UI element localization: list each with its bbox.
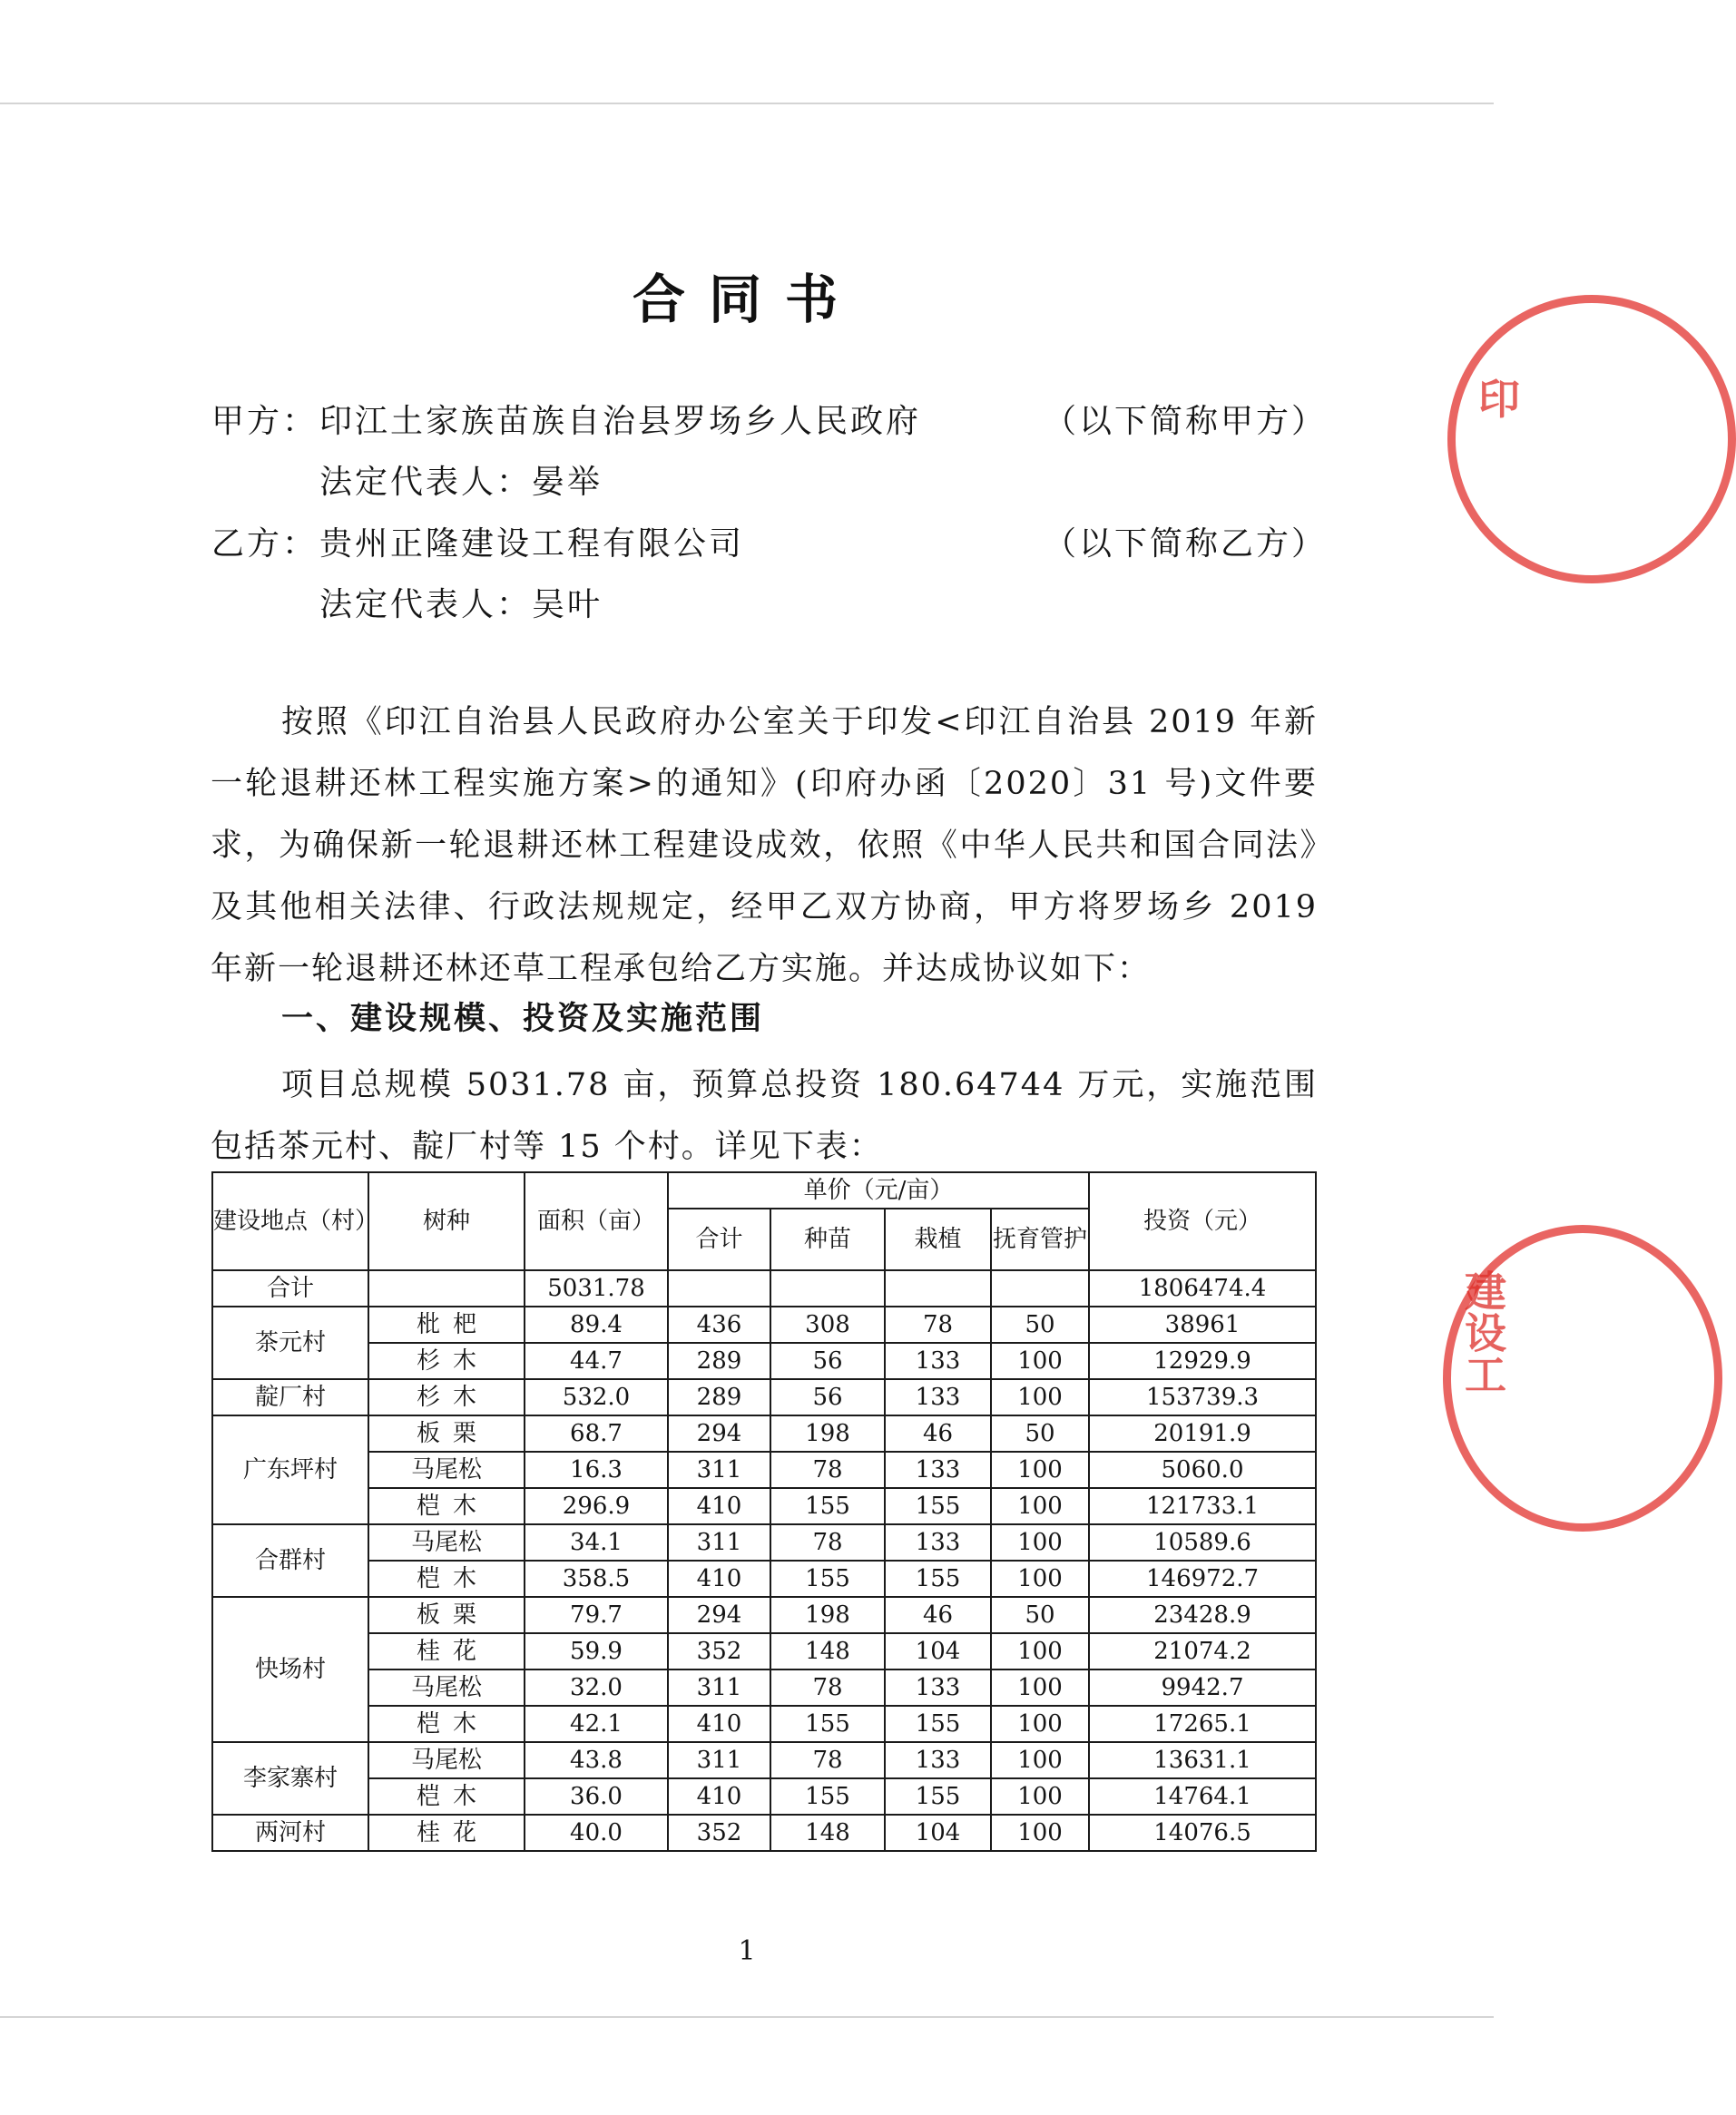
- table-row: [212, 1597, 1316, 1633]
- investment-cell: 121733.1: [1089, 1488, 1316, 1524]
- seedling-cell: 78: [770, 1452, 885, 1488]
- total-investment: 1806474.4: [1089, 1270, 1316, 1307]
- investment-cell: 5060.0: [1089, 1452, 1316, 1488]
- table-row: [212, 1633, 1316, 1669]
- header-area: 面积（亩）: [525, 1172, 668, 1270]
- planting-cell: 133: [885, 1669, 991, 1706]
- care-cell: 100: [991, 1706, 1089, 1742]
- village-cell: 李家寨村: [212, 1742, 368, 1815]
- seedling-cell: 78: [770, 1524, 885, 1561]
- area-cell: 358.5: [525, 1561, 668, 1597]
- area-cell: 59.9: [525, 1633, 668, 1669]
- table-row: [212, 1415, 1316, 1452]
- total-cell: 289: [668, 1379, 770, 1415]
- intro-paragraph: 按照《印江自治县人民政府办公室关于印发<印江自治县 2019 年新一轮退耕还林工程实施方案>的通知》(印府办函〔2020〕31 号)文件要求，为确保新一轮退耕还林工程建设成效，依照《中华人民共和国合同法》及其他相关法律、行政法规规定，经甲乙双方协商，甲方将罗场乡 2019 年新一轮退耕还林还草工程承包给乙方实施。并达成协议如下：: [211, 704, 1318, 987]
- planting-cell: 46: [885, 1597, 991, 1633]
- scan-edge-line: [0, 103, 1494, 104]
- seedling-cell: 155: [770, 1778, 885, 1815]
- seedling-cell: 155: [770, 1706, 885, 1742]
- seedling-cell: 155: [770, 1561, 885, 1597]
- total-cell: 311: [668, 1669, 770, 1706]
- investment-cell: 12929.9: [1089, 1343, 1316, 1379]
- area-cell: 89.4: [525, 1307, 668, 1343]
- area-cell: 40.0: [525, 1815, 668, 1851]
- total-cell: 311: [668, 1742, 770, 1778]
- area-cell: 532.0: [525, 1379, 668, 1415]
- investment-cell: 13631.1: [1089, 1742, 1316, 1778]
- red-seal-top: [1447, 295, 1736, 583]
- planting-cell: 104: [885, 1633, 991, 1669]
- party-a-name: 印江土家族苗族自治县罗场乡人民政府: [319, 403, 922, 440]
- investment-cell: 153739.3: [1089, 1379, 1316, 1415]
- species-cell: 桤木: [368, 1706, 525, 1742]
- seedling-cell: 78: [770, 1669, 885, 1706]
- area-cell: 79.7: [525, 1597, 668, 1633]
- species-cell: 马尾松: [368, 1524, 525, 1561]
- care-cell: 100: [991, 1343, 1089, 1379]
- party-b-name: 贵州正隆建设工程有限公司: [319, 525, 745, 563]
- planting-cell: 155: [885, 1706, 991, 1742]
- table-row: [212, 1488, 1316, 1524]
- care-cell: 100: [991, 1379, 1089, 1415]
- planting-cell: 133: [885, 1343, 991, 1379]
- seedling-cell: 155: [770, 1488, 885, 1524]
- table-row: [212, 1343, 1316, 1379]
- care-cell: 100: [991, 1669, 1089, 1706]
- seedling-cell: 148: [770, 1633, 885, 1669]
- area-cell: 44.7: [525, 1343, 668, 1379]
- total-cell: 289: [668, 1343, 770, 1379]
- page-number: 1: [738, 1935, 756, 1967]
- total-cell: 311: [668, 1452, 770, 1488]
- area-cell: 34.1: [525, 1524, 668, 1561]
- species-cell: 桤木: [368, 1488, 525, 1524]
- total-cell: 294: [668, 1415, 770, 1452]
- village-cell: 广东坪村: [212, 1415, 368, 1524]
- planting-cell: 104: [885, 1815, 991, 1851]
- party-a-note: （以下简称甲方）: [1044, 403, 1328, 440]
- species-cell: 杉木: [368, 1379, 525, 1415]
- care-cell: 100: [991, 1561, 1089, 1597]
- village-cell: 靛厂村: [212, 1379, 368, 1415]
- village-cell: 快场村: [212, 1597, 368, 1742]
- care-cell: 100: [991, 1815, 1089, 1851]
- planting-cell: 133: [885, 1524, 991, 1561]
- total-cell: 294: [668, 1597, 770, 1633]
- care-cell: 100: [991, 1633, 1089, 1669]
- village-cell: 茶元村: [212, 1307, 368, 1379]
- header-price-care: 抚育管护: [991, 1209, 1089, 1270]
- species-cell: 桤木: [368, 1778, 525, 1815]
- investment-cell: 9942.7: [1089, 1669, 1316, 1706]
- care-cell: 50: [991, 1307, 1089, 1343]
- species-cell: 板栗: [368, 1415, 525, 1452]
- total-cell: 352: [668, 1815, 770, 1851]
- table-row: [212, 1524, 1316, 1561]
- party-a-label: 甲方：: [211, 403, 319, 440]
- investment-cell: 38961: [1089, 1307, 1316, 1343]
- investment-cell: 14764.1: [1089, 1778, 1316, 1815]
- total-empty-cell: [770, 1270, 885, 1307]
- planting-cell: 78: [885, 1307, 991, 1343]
- scope-paragraph: 项目总规模 5031.78 亩，预算总投资 180.64744 万元，实施范围包括茶元村、靛厂村等 15 个村。详见下表：: [211, 1067, 1318, 1165]
- party-b-label: 乙方：: [211, 525, 319, 563]
- seedling-cell: 308: [770, 1307, 885, 1343]
- investment-cell: 14076.5: [1089, 1815, 1316, 1851]
- planting-cell: 155: [885, 1488, 991, 1524]
- species-cell: 枇杷: [368, 1307, 525, 1343]
- species-cell: 杉木: [368, 1343, 525, 1379]
- table-row: [212, 1452, 1316, 1488]
- header-price-seedling: 种苗: [770, 1209, 885, 1270]
- village-cell: 两河村: [212, 1815, 368, 1851]
- total-empty-cell: [668, 1270, 770, 1307]
- care-cell: 100: [991, 1778, 1089, 1815]
- total-cell: 410: [668, 1706, 770, 1742]
- investment-cell: 10589.6: [1089, 1524, 1316, 1561]
- seedling-cell: 198: [770, 1415, 885, 1452]
- area-cell: 36.0: [525, 1778, 668, 1815]
- header-location: 建设地点（村）: [212, 1172, 368, 1270]
- total-empty-cell: [885, 1270, 991, 1307]
- total-area: 5031.78: [525, 1270, 668, 1307]
- planting-cell: 133: [885, 1452, 991, 1488]
- table-row: [212, 1706, 1316, 1742]
- care-cell: 50: [991, 1415, 1089, 1452]
- care-cell: 100: [991, 1452, 1089, 1488]
- care-cell: 100: [991, 1524, 1089, 1561]
- area-cell: 68.7: [525, 1415, 668, 1452]
- care-cell: 100: [991, 1742, 1089, 1778]
- investment-cell: 20191.9: [1089, 1415, 1316, 1452]
- total-cell: 436: [668, 1307, 770, 1343]
- species-cell: 桂花: [368, 1633, 525, 1669]
- total-empty-cell: [991, 1270, 1089, 1307]
- species-cell: 马尾松: [368, 1669, 525, 1706]
- area-cell: 296.9: [525, 1488, 668, 1524]
- area-cell: 32.0: [525, 1669, 668, 1706]
- table-row: [212, 1742, 1316, 1778]
- total-cell: 311: [668, 1524, 770, 1561]
- table-row: [212, 1778, 1316, 1815]
- seedling-cell: 148: [770, 1815, 885, 1851]
- area-cell: 42.1: [525, 1706, 668, 1742]
- village-cell: 合群村: [212, 1524, 368, 1597]
- total-cell: 410: [668, 1561, 770, 1597]
- total-cell: 410: [668, 1488, 770, 1524]
- red-seal-bottom: [1443, 1225, 1722, 1532]
- seal-lettering: 建设工: [1458, 1269, 1507, 1395]
- investment-cell: 146972.7: [1089, 1561, 1316, 1597]
- planting-cell: 46: [885, 1415, 991, 1452]
- header-species: 树种: [368, 1172, 525, 1270]
- table-row: [212, 1379, 1316, 1415]
- party-b-representative: 法定代表人：吴叶: [319, 586, 603, 623]
- planting-cell: 133: [885, 1379, 991, 1415]
- seedling-cell: 78: [770, 1742, 885, 1778]
- seedling-cell: 198: [770, 1597, 885, 1633]
- seal-lettering: 印: [1478, 375, 1520, 424]
- species-cell: 桤木: [368, 1561, 525, 1597]
- table-row: [212, 1307, 1316, 1343]
- investment-cell: 17265.1: [1089, 1706, 1316, 1742]
- investment-cell: 23428.9: [1089, 1597, 1316, 1633]
- investment-cell: 21074.2: [1089, 1633, 1316, 1669]
- scan-edge-line: [0, 2016, 1494, 2018]
- header-unit-price: 单价（元/亩）: [668, 1172, 1089, 1209]
- care-cell: 100: [991, 1488, 1089, 1524]
- table-row: [212, 1669, 1316, 1706]
- table-row: [212, 1561, 1316, 1597]
- document-title: 合同书: [632, 269, 861, 330]
- header-price-total: 合计: [668, 1209, 770, 1270]
- total-row: [212, 1270, 1316, 1307]
- investment-table: [211, 1171, 1317, 1852]
- planting-cell: 133: [885, 1742, 991, 1778]
- seedling-cell: 56: [770, 1379, 885, 1415]
- planting-cell: 155: [885, 1561, 991, 1597]
- section-heading: 一、建设规模、投资及实施范围: [281, 1001, 765, 1037]
- planting-cell: 155: [885, 1778, 991, 1815]
- table-row: [212, 1815, 1316, 1851]
- seedling-cell: 56: [770, 1343, 885, 1379]
- header-price-planting: 栽植: [885, 1209, 991, 1270]
- species-cell: 马尾松: [368, 1452, 525, 1488]
- table-body: [212, 1270, 1316, 1851]
- total-label: 合计: [212, 1270, 368, 1307]
- care-cell: 50: [991, 1597, 1089, 1633]
- party-b-note: （以下简称乙方）: [1044, 525, 1328, 563]
- total-cell: 410: [668, 1778, 770, 1815]
- header-investment: 投资（元）: [1089, 1172, 1316, 1270]
- species-cell: 马尾松: [368, 1742, 525, 1778]
- species-cell: 桂花: [368, 1815, 525, 1851]
- species-cell: 板栗: [368, 1597, 525, 1633]
- total-species-empty: [368, 1270, 525, 1307]
- total-cell: 352: [668, 1633, 770, 1669]
- area-cell: 16.3: [525, 1452, 668, 1488]
- area-cell: 43.8: [525, 1742, 668, 1778]
- party-a-representative: 法定代表人：晏举: [319, 464, 603, 501]
